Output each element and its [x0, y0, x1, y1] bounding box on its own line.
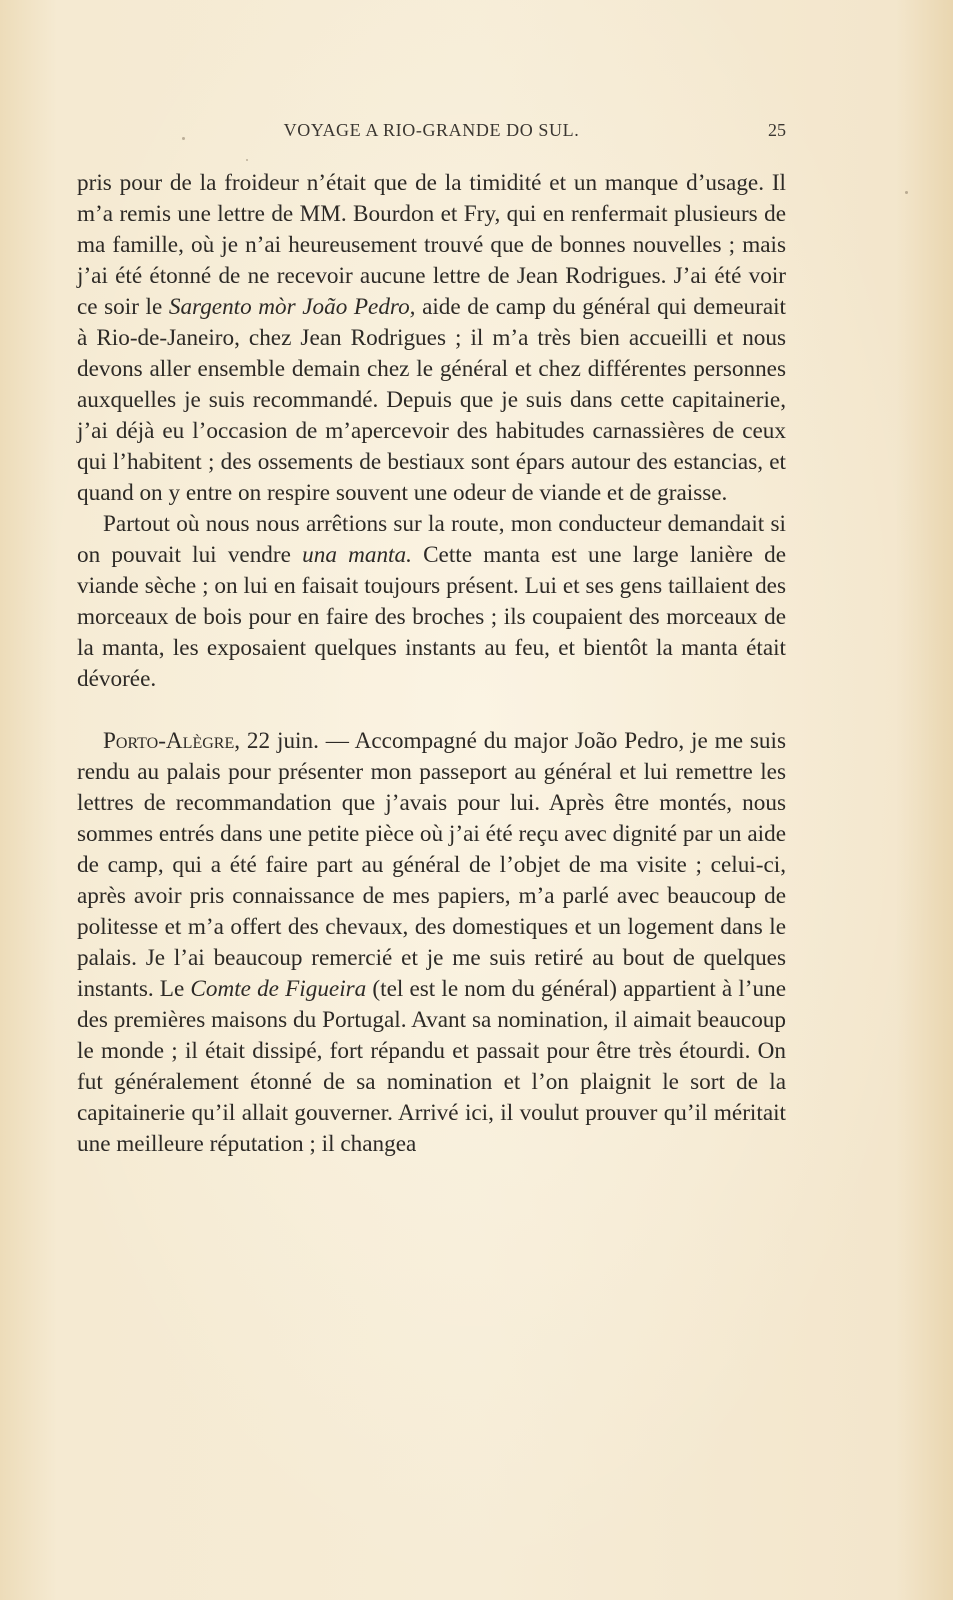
paragraph-2-text: Partout où nous nous arrêtions sur la route, mon conducteur demandait si on pouvait lui vendre	[77, 511, 786, 568]
paragraph-1-text-continued: aide de camp du général qui demeurait à Rio-de-Janeiro, chez Jean Rodrigues ; il m’a très bien accueilli et nous devons aller ensemble demain chez le général et chez différentes personnes auxquelles je suis recommandé. Depuis que je suis dans cette capitainerie, j’ai déjà eu l’occasion de m’apercevoir des habitudes carnassières de ceux qui l’habitent ; des ossements de bestiaux sont épars autour des estancias, et quand on y entre on respire souvent une odeur de viande et de graisse.	[77, 294, 786, 506]
paragraph-1	[77, 168, 786, 509]
paragraph-3	[77, 726, 786, 1160]
paper-speck	[182, 137, 185, 140]
paragraph-3-text-continued: (tel est le nom du général) appartient à l’une des premières maisons du Portugal. Avant sa nomination, il aimait beaucoup le monde ; il était dissipé, fort répandu et passait pour être très étourdi. On fut généralement étonné de sa nomination et l’on plaignit le sort de la capitainerie qu’il allait gouverner. Arrivé ici, il voulut prouver qu’il méritait une meilleure réputation ; il changea	[77, 976, 786, 1157]
paragraph-1-text: pris pour de la froideur n’était que de la timidité et un manque d’usage. Il m’a remis une lettre de MM. Bourdon et Fry, qui en renfermait plusieurs de ma famille, où je n’ai heureusement trouvé que de bonnes nouvelles ; mais j’ai été étonné de ne recevoir aucune lettre de Jean Rodrigues. J’ai été voir ce soir le	[77, 170, 786, 320]
body-text	[77, 168, 786, 1160]
paper-speck	[246, 159, 248, 161]
paragraph-2	[77, 509, 786, 695]
paragraph-1-italic: Sargento mòr João Pedro,	[168, 294, 416, 320]
paper-speck	[905, 191, 908, 194]
paragraph-3-text: , 22 juin. — Accompagné du major João Pedro, je me suis rendu au palais pour présenter mon passeport au général et lui remettre les lettres de recommandation que j’avais pour lui. Après être montés, nous sommes entrés dans une petite pièce où j’ai été reçu avec dignité par un aide de camp, qui a été faire part au général de l’objet de ma visite ; celui-ci, après avoir pris connaissance de mes papiers, m’a parlé avec beaucoup de politesse et m’a offert des chevaux, des domestiques et un logement dans le palais. Je l’ai beaucoup remercié et je me suis retiré au bout de quelques instants. Le	[77, 728, 786, 1002]
paragraph-2-italic: una manta.	[302, 542, 412, 568]
running-title: VOYAGE A RIO-GRANDE DO SUL.	[283, 120, 580, 140]
running-head	[77, 120, 786, 144]
page-number: 25	[768, 120, 786, 140]
paragraph-2-text-continued: Cette manta est une large lanière de viande sèche ; on lui en faisait toujours présent. Lui et ses gens taillaient des morceaux de bois pour en faire des broches ; ils coupaient des morceaux de la manta, les exposaient quelques instants au feu, et bientôt la manta était dévorée.	[77, 542, 786, 692]
paragraph-3-italic: Comte de Figueira	[190, 976, 367, 1002]
dateline-place: Porto-Alègre	[103, 728, 235, 754]
